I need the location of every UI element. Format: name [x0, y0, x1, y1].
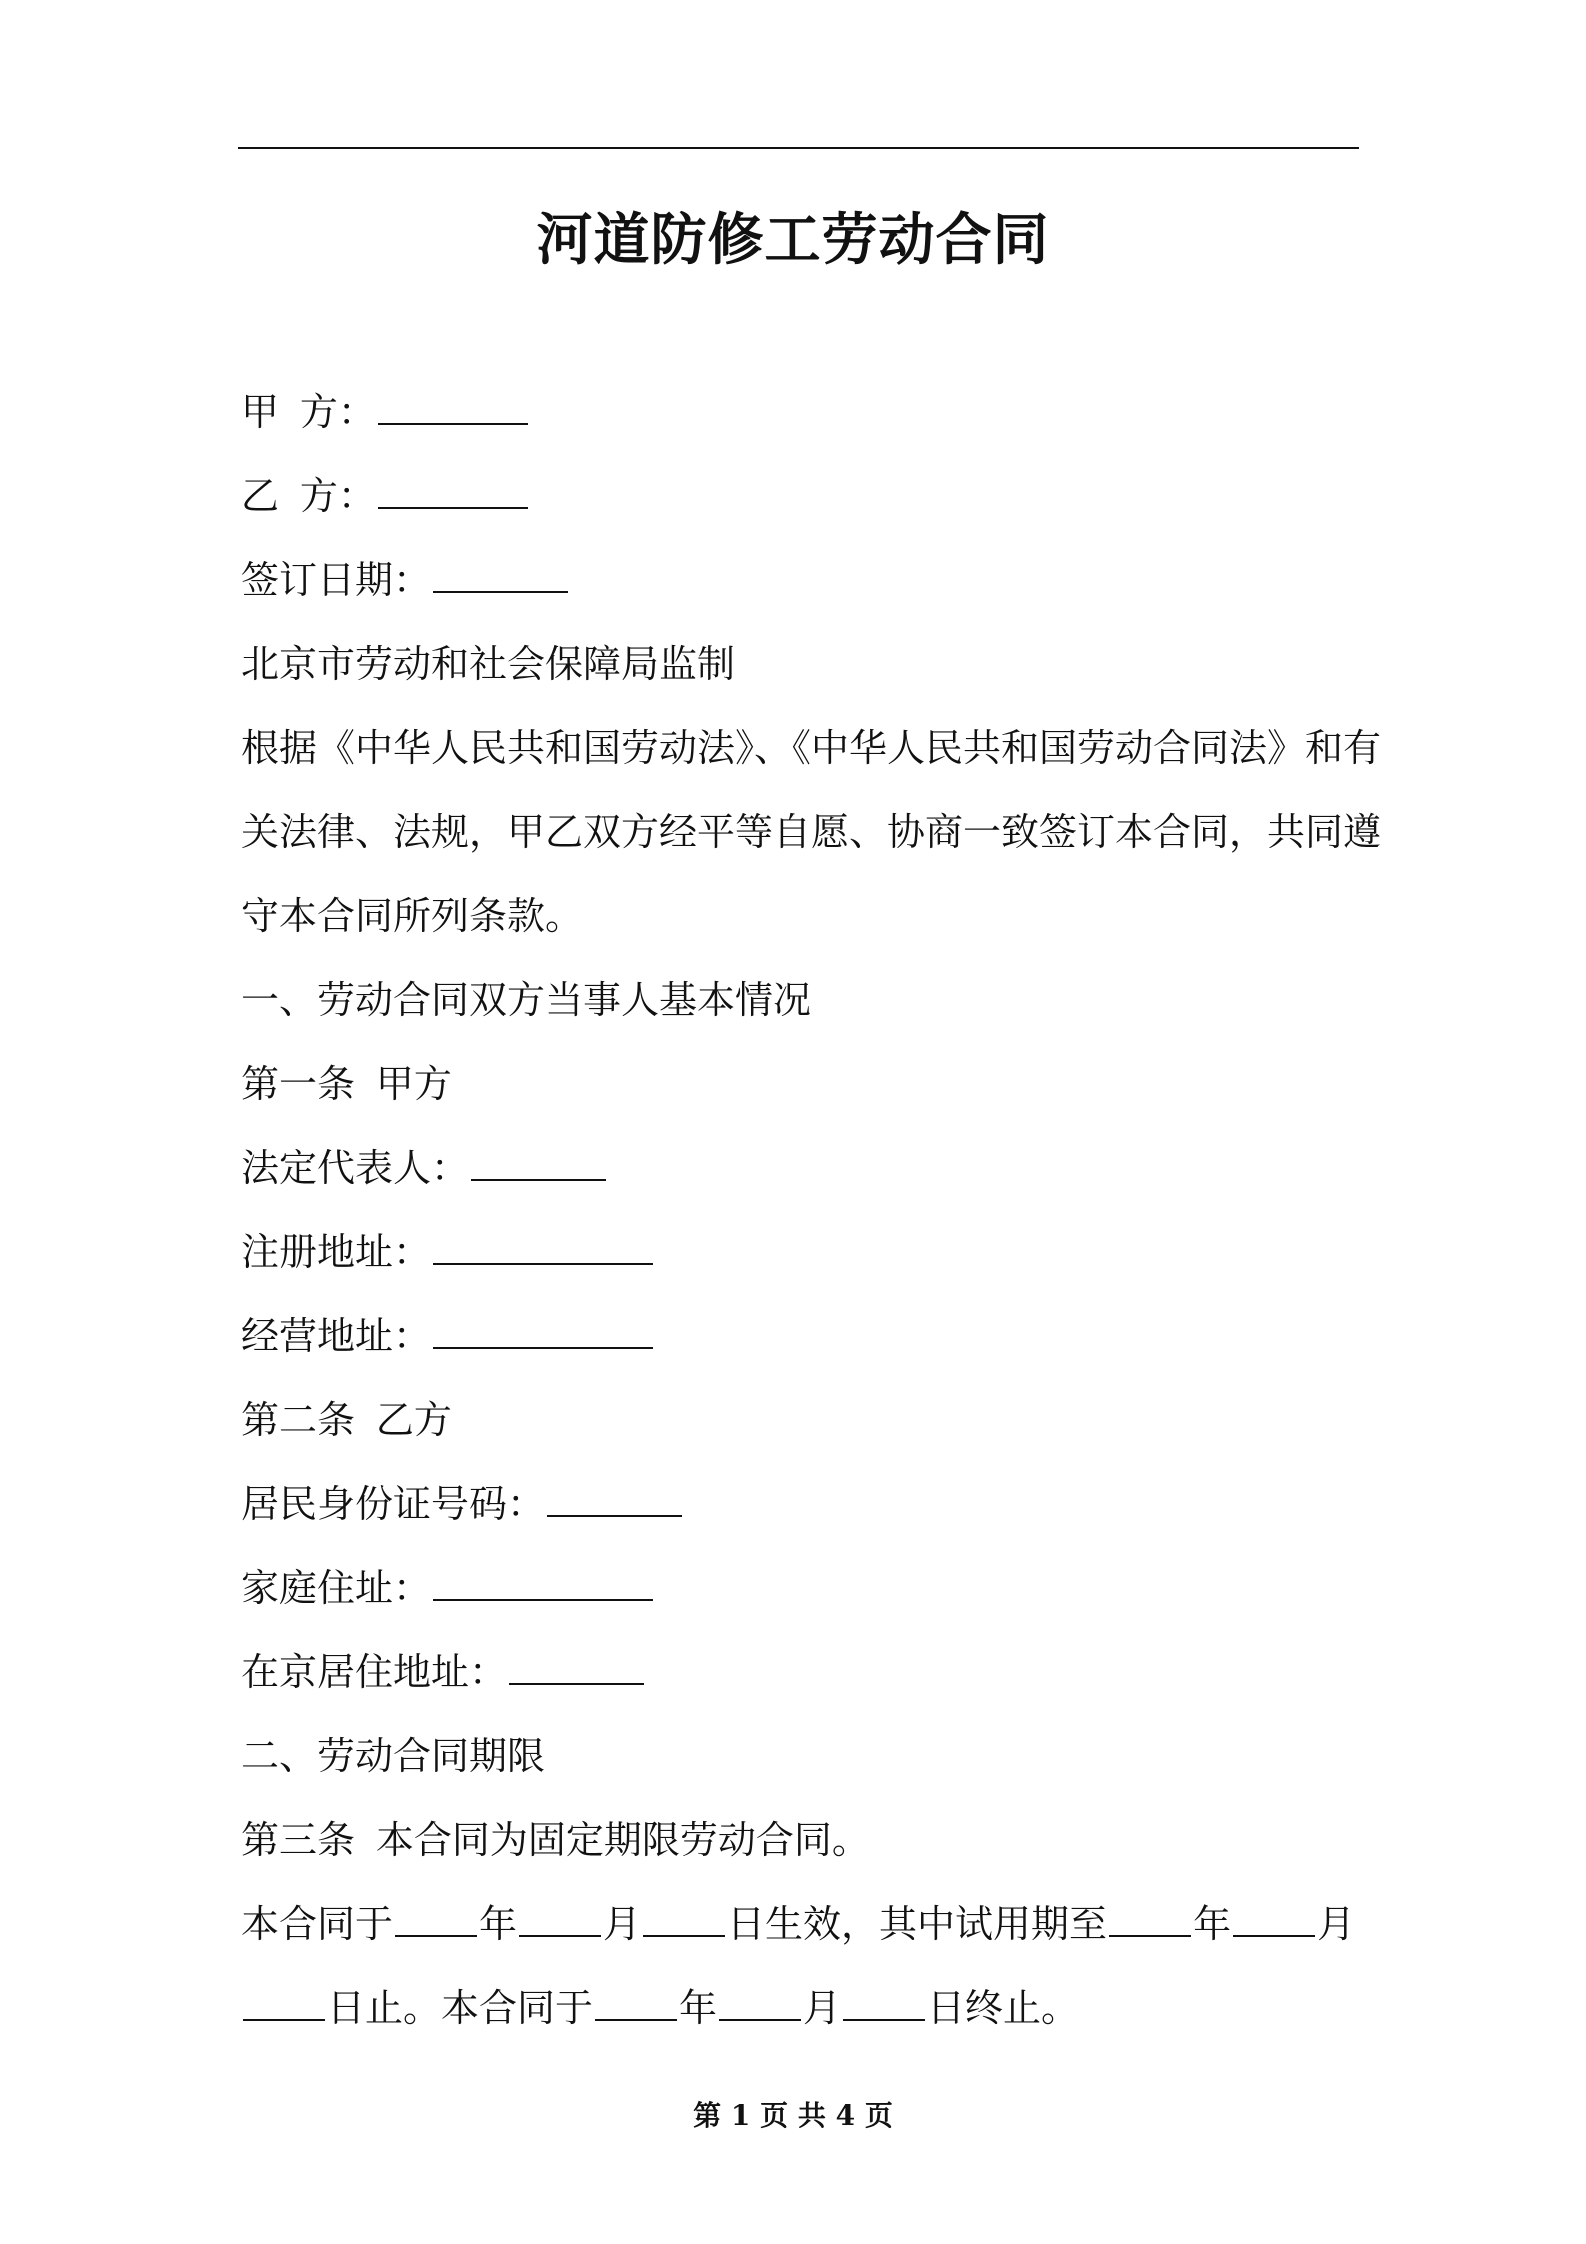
sign-date-line	[241, 538, 1361, 622]
effective-text: 日生效，其中试用期至	[727, 1902, 1108, 1946]
probation-year-blank[interactable]	[1109, 1899, 1191, 1937]
supervisor-line: 北京市劳动和社会保障局监制	[241, 642, 736, 686]
home-address-blank[interactable]	[433, 1563, 653, 1601]
probation-day-blank[interactable]	[243, 1983, 325, 2021]
end-day-blank[interactable]	[843, 1983, 925, 2021]
term-line-1	[241, 1882, 1361, 1966]
month-unit: 月	[1317, 1902, 1356, 1946]
month-unit: 月	[603, 1902, 642, 1946]
end-month-blank[interactable]	[719, 1983, 801, 2021]
document-body	[241, 370, 1382, 2050]
page-number: 第 1 页 共 4 页	[693, 2099, 893, 2132]
section1-heading: 一、劳动合同双方当事人基本情况	[241, 978, 812, 1022]
home-address-line	[241, 1546, 1361, 1630]
article2-line	[241, 1378, 1361, 1462]
article2-number: 第二条	[241, 1398, 356, 1442]
id-number-line	[241, 1462, 1361, 1546]
sign-date-label: 签订日期：	[241, 558, 432, 602]
start-year-blank[interactable]	[395, 1899, 477, 1937]
party-b-label: 乙	[241, 474, 280, 518]
party-a-label: 甲	[241, 390, 280, 434]
biz-address-blank[interactable]	[433, 1311, 653, 1349]
end-day-stop-text: 日止。本合同于	[327, 1986, 594, 2030]
biz-address-label: 经营地址：	[241, 1314, 432, 1358]
reg-address-label: 注册地址：	[241, 1230, 432, 1274]
article1-line	[241, 1042, 1361, 1126]
beijing-address-blank[interactable]	[509, 1647, 644, 1685]
party-b-suffix: 方：	[299, 474, 376, 518]
home-address-label: 家庭住址：	[241, 1566, 432, 1610]
biz-address-line	[241, 1294, 1361, 1378]
terminate-text: 日终止。	[927, 1986, 1080, 2030]
term-prefix: 本合同于	[241, 1902, 394, 1946]
beijing-address-label: 在京居住地址：	[241, 1650, 508, 1694]
article1-number: 第一条	[241, 1062, 356, 1106]
sign-date-blank[interactable]	[433, 555, 568, 593]
id-number-label: 居民身份证号码：	[241, 1482, 546, 1526]
article3-text: 本合同为固定期限劳动合同。	[375, 1818, 870, 1862]
party-a-suffix: 方：	[299, 390, 376, 434]
month-unit: 月	[803, 1986, 842, 2030]
party-b-line	[241, 454, 1361, 538]
article3-line	[241, 1798, 1361, 1882]
legal-rep-line	[241, 1126, 1361, 1210]
year-unit: 年	[479, 1902, 518, 1946]
year-unit: 年	[679, 1986, 718, 2030]
party-b-blank[interactable]	[378, 471, 528, 509]
article1-title: 甲方	[375, 1062, 452, 1106]
end-year-blank[interactable]	[595, 1983, 677, 2021]
start-month-blank[interactable]	[519, 1899, 601, 1937]
preamble-line-3: 守本合同所列条款。	[241, 894, 584, 938]
start-day-blank[interactable]	[643, 1899, 725, 1937]
probation-month-blank[interactable]	[1233, 1899, 1315, 1937]
article3-number: 第三条	[241, 1818, 356, 1862]
party-a-blank[interactable]	[378, 387, 528, 425]
legal-rep-blank[interactable]	[471, 1143, 606, 1181]
reg-address-line	[241, 1210, 1361, 1294]
section2-heading: 二、劳动合同期限	[241, 1734, 546, 1778]
document-title: 河道防修工劳动合同	[536, 208, 1050, 273]
id-number-blank[interactable]	[547, 1479, 682, 1517]
party-a-line	[241, 370, 1361, 454]
header-rule	[238, 147, 1359, 149]
year-unit: 年	[1193, 1902, 1232, 1946]
term-line-2	[241, 1966, 1361, 2050]
reg-address-blank[interactable]	[433, 1227, 653, 1265]
preamble-line-1: 根据《中华人民共和国劳动法》、《中华人民共和国劳动合同法》和有	[241, 726, 1382, 770]
beijing-address-line	[241, 1630, 1361, 1714]
article2-title: 乙方	[375, 1398, 452, 1442]
legal-rep-label: 法定代表人：	[241, 1146, 470, 1190]
preamble-line-2: 关法律、法规，甲乙双方经平等自愿、协商一致签订本合同，共同遵	[241, 810, 1382, 854]
